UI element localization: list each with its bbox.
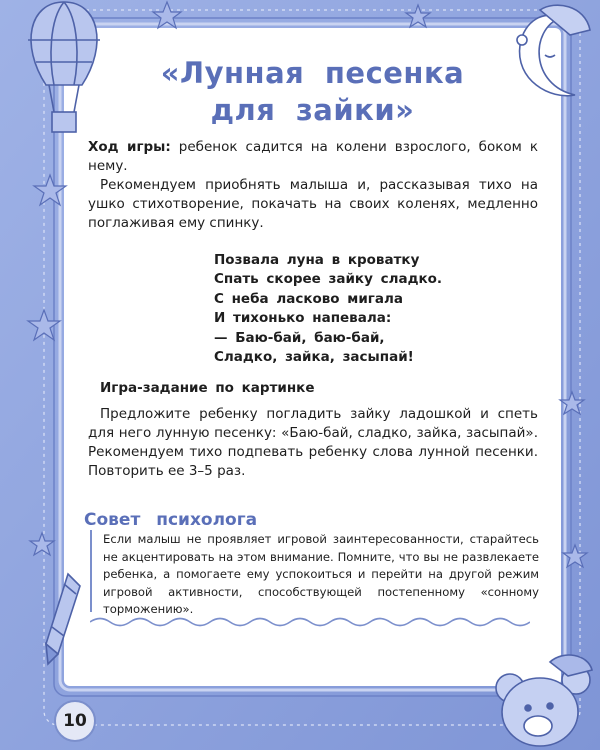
advice-text: Если малыш не проявляет игровой заинтересованности, старайтесь не акцентировать на этом внимание. Помните, что вы не развлекаете ребенка, а помогаете ему успокоиться и перейти на другой режим игровой активности, способствующей постепенному «сонному торможению». <box>103 532 539 617</box>
star-icon <box>30 533 54 555</box>
verse <box>214 251 442 367</box>
task-heading: Игра-задание по картинке <box>100 380 315 396</box>
verse-line: Позвала луна в кроватку <box>214 252 420 268</box>
star-icon <box>153 2 181 28</box>
page-number: 10 <box>54 700 96 742</box>
star-icon <box>560 392 584 414</box>
teddy-bear-icon <box>488 650 598 750</box>
page-title-line-1: «Лунная песенка <box>160 56 465 90</box>
verse-line: И тихонько напевала: <box>214 310 392 327</box>
advice-title: Совет психолога <box>84 510 258 530</box>
game-label: Ход игры: <box>88 139 171 155</box>
game-recommendation: Рекомендуем приобнять малыша и, рассказывая тихо на ушко стихотворение, покачать на своих коленях, медленно поглаживая ему спинку. <box>88 177 538 231</box>
game-text: ребенок садится на колени взрослого, боком к нему. <box>88 139 538 174</box>
wavy-divider <box>90 615 530 629</box>
star-icon <box>34 175 66 205</box>
game-description <box>88 138 538 176</box>
page-title-line-2: для зайки» <box>210 93 415 127</box>
advice-divider <box>90 530 92 612</box>
verse-line: Спать скорее зайку сладко. <box>214 271 443 288</box>
verse-line: Сладко, зайка, засыпай! <box>214 349 414 366</box>
crayon-icon <box>38 572 88 667</box>
star-icon <box>406 5 430 27</box>
verse-line: — Баю-бай, баю-бай, <box>214 329 385 346</box>
verse-line: С неба ласково мигала <box>214 290 403 307</box>
star-icon <box>28 310 60 340</box>
task-text: Предложите ребенку погладить зайку ладошкой и спеть для него лунную песенку: «Баю-бай, сладко, зайка, засыпай». Рекомендуем тихо подпевать ребенку слова лунной песенки. Повторить ее 3–5 раз. <box>88 406 538 479</box>
star-icon <box>563 545 587 567</box>
